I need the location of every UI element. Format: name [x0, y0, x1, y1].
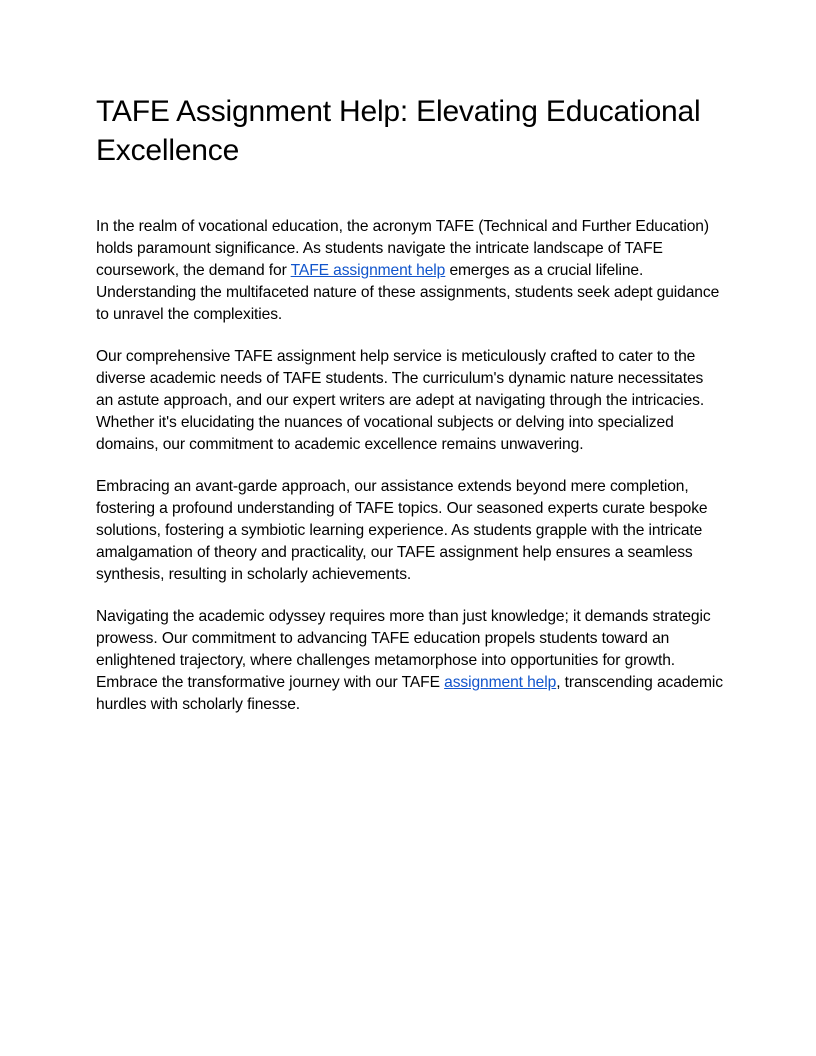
paragraph-conclusion-text-end: , transcending academic hurdles with scholarly finesse.: [96, 674, 723, 713]
paragraph-conclusion: [96, 606, 724, 716]
paragraph-intro-text-end: emerges as a crucial lifeline. Understanding the multifaceted nature of these assignments, students seek adept guidance to unravel the complexities.: [96, 262, 720, 323]
document-title: TAFE Assignment Help: Elevating Educational Excellence: [96, 95, 701, 167]
paragraph-conclusion-text-start: Navigating the academic odyssey requires more than just knowledge; it demands strategic prowess. Our commitment to advancing TAFE education propels students toward an enlightened trajectory, where challenges metamorphose into opportunities for growth. Embrace the transformative journey with our TAFE: [96, 608, 711, 691]
paragraph-approach: Embracing an avant-garde approach, our assistance extends beyond mere completion, fostering a profound understanding of TAFE topics. Our seasoned experts curate bespoke solutions, fostering a symbiotic learning experience. As students grapple with the intricate amalgamation of theory and practicality, our TAFE assignment help ensures a seamless synthesis, resulting in scholarly achievements.: [96, 478, 708, 583]
paragraph-intro: [96, 216, 724, 326]
assignment-help-link[interactable]: assignment help: [444, 674, 557, 691]
document-page: [96, 92, 724, 736]
paragraph-intro-text-start: In the realm of vocational education, the acronym TAFE (Technical and Further Education) holds paramount significance. As students navigate the intricate landscape of TAFE coursework, the demand for: [96, 218, 709, 279]
paragraph-service: Our comprehensive TAFE assignment help service is meticulously crafted to cater to the diverse academic needs of TAFE students. The curriculum's dynamic nature necessitates an astute approach, and our expert writers are adept at navigating through the intricacies. Whether it's elucidating the nuances of vocational subjects or delving into specialized domains, our commitment to academic excellence remains unwavering.: [96, 348, 705, 453]
tafe-assignment-help-link[interactable]: TAFE assignment help: [290, 262, 446, 279]
